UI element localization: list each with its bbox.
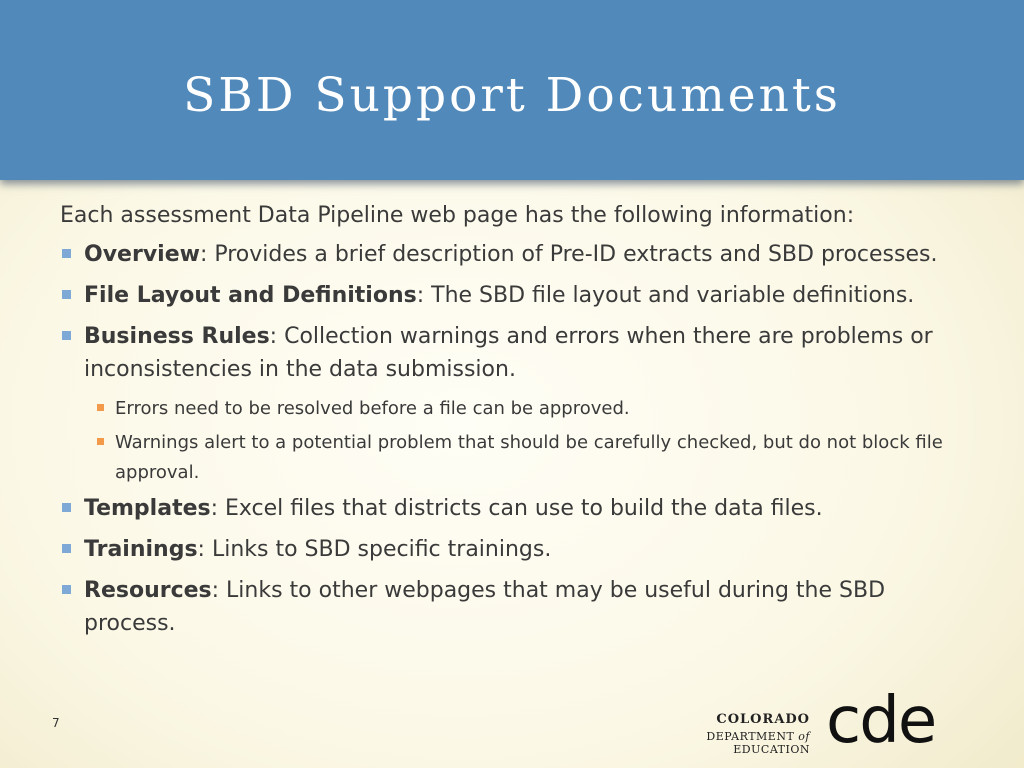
bullet-overview <box>60 238 980 271</box>
logo-mark-text: cde <box>826 692 936 752</box>
bullet-templates <box>60 492 980 525</box>
square-bullet-icon <box>62 249 71 258</box>
logo-department-text: DEPARTMENT <box>706 730 799 743</box>
bullet-text: : Links to SBD specific trainings. <box>197 537 552 562</box>
bullet-trainings <box>60 533 980 566</box>
sub-bullet-warnings <box>60 428 980 488</box>
slide-content <box>60 200 980 648</box>
bullet-text: : Excel files that districts can use to build the data files. <box>210 496 823 521</box>
page-number: 7 <box>52 716 60 730</box>
square-bullet-icon <box>62 585 71 594</box>
bullet-file-layout <box>60 279 980 312</box>
bullet-term: File Layout and Definitions <box>84 283 417 308</box>
bullet-text: : Links to other webpages that may be useful during the SBD process. <box>84 578 886 636</box>
bullet-term: Trainings <box>84 537 198 562</box>
bullet-term: Templates <box>84 496 211 521</box>
sub-bullet-text: Errors need to be resolved before a file can be approved. <box>115 398 630 419</box>
cde-logo-icon <box>826 692 986 752</box>
logo-state: COLORADO <box>716 712 810 727</box>
square-bullet-icon <box>62 331 71 340</box>
bullet-term: Resources <box>84 578 212 603</box>
bullet-business-rules <box>60 320 980 386</box>
square-bullet-icon <box>62 290 71 299</box>
square-bullet-icon <box>62 544 71 553</box>
bullet-text: : Provides a brief description of Pre-ID extracts and SBD processes. <box>199 242 938 267</box>
cde-logo <box>646 692 986 756</box>
square-sub-bullet-icon <box>97 438 104 445</box>
bullet-text: : Collection warnings and errors when there are problems or inconsistencies in the data submission. <box>84 324 933 382</box>
bullet-term: Business Rules <box>84 324 270 349</box>
intro-text: Each assessment Data Pipeline web page has the following information: <box>60 203 855 228</box>
slide-title: SBD Support Documents <box>183 68 841 123</box>
sub-bullet-errors <box>60 394 980 424</box>
square-bullet-icon <box>62 503 71 512</box>
bullet-term: Overview <box>84 242 200 267</box>
logo-department <box>646 730 810 756</box>
logo-wordmark <box>646 712 810 756</box>
title-bar <box>0 0 1024 180</box>
bullet-text: : The SBD file layout and variable definitions. <box>416 283 915 308</box>
bullet-resources <box>60 574 980 640</box>
square-sub-bullet-icon <box>97 404 104 411</box>
sub-bullet-text: Warnings alert to a potential problem that should be carefully checked, but do not block file approval. <box>115 432 943 483</box>
logo-of-text: of <box>798 730 810 743</box>
logo-education-text: EDUCATION <box>733 743 810 756</box>
